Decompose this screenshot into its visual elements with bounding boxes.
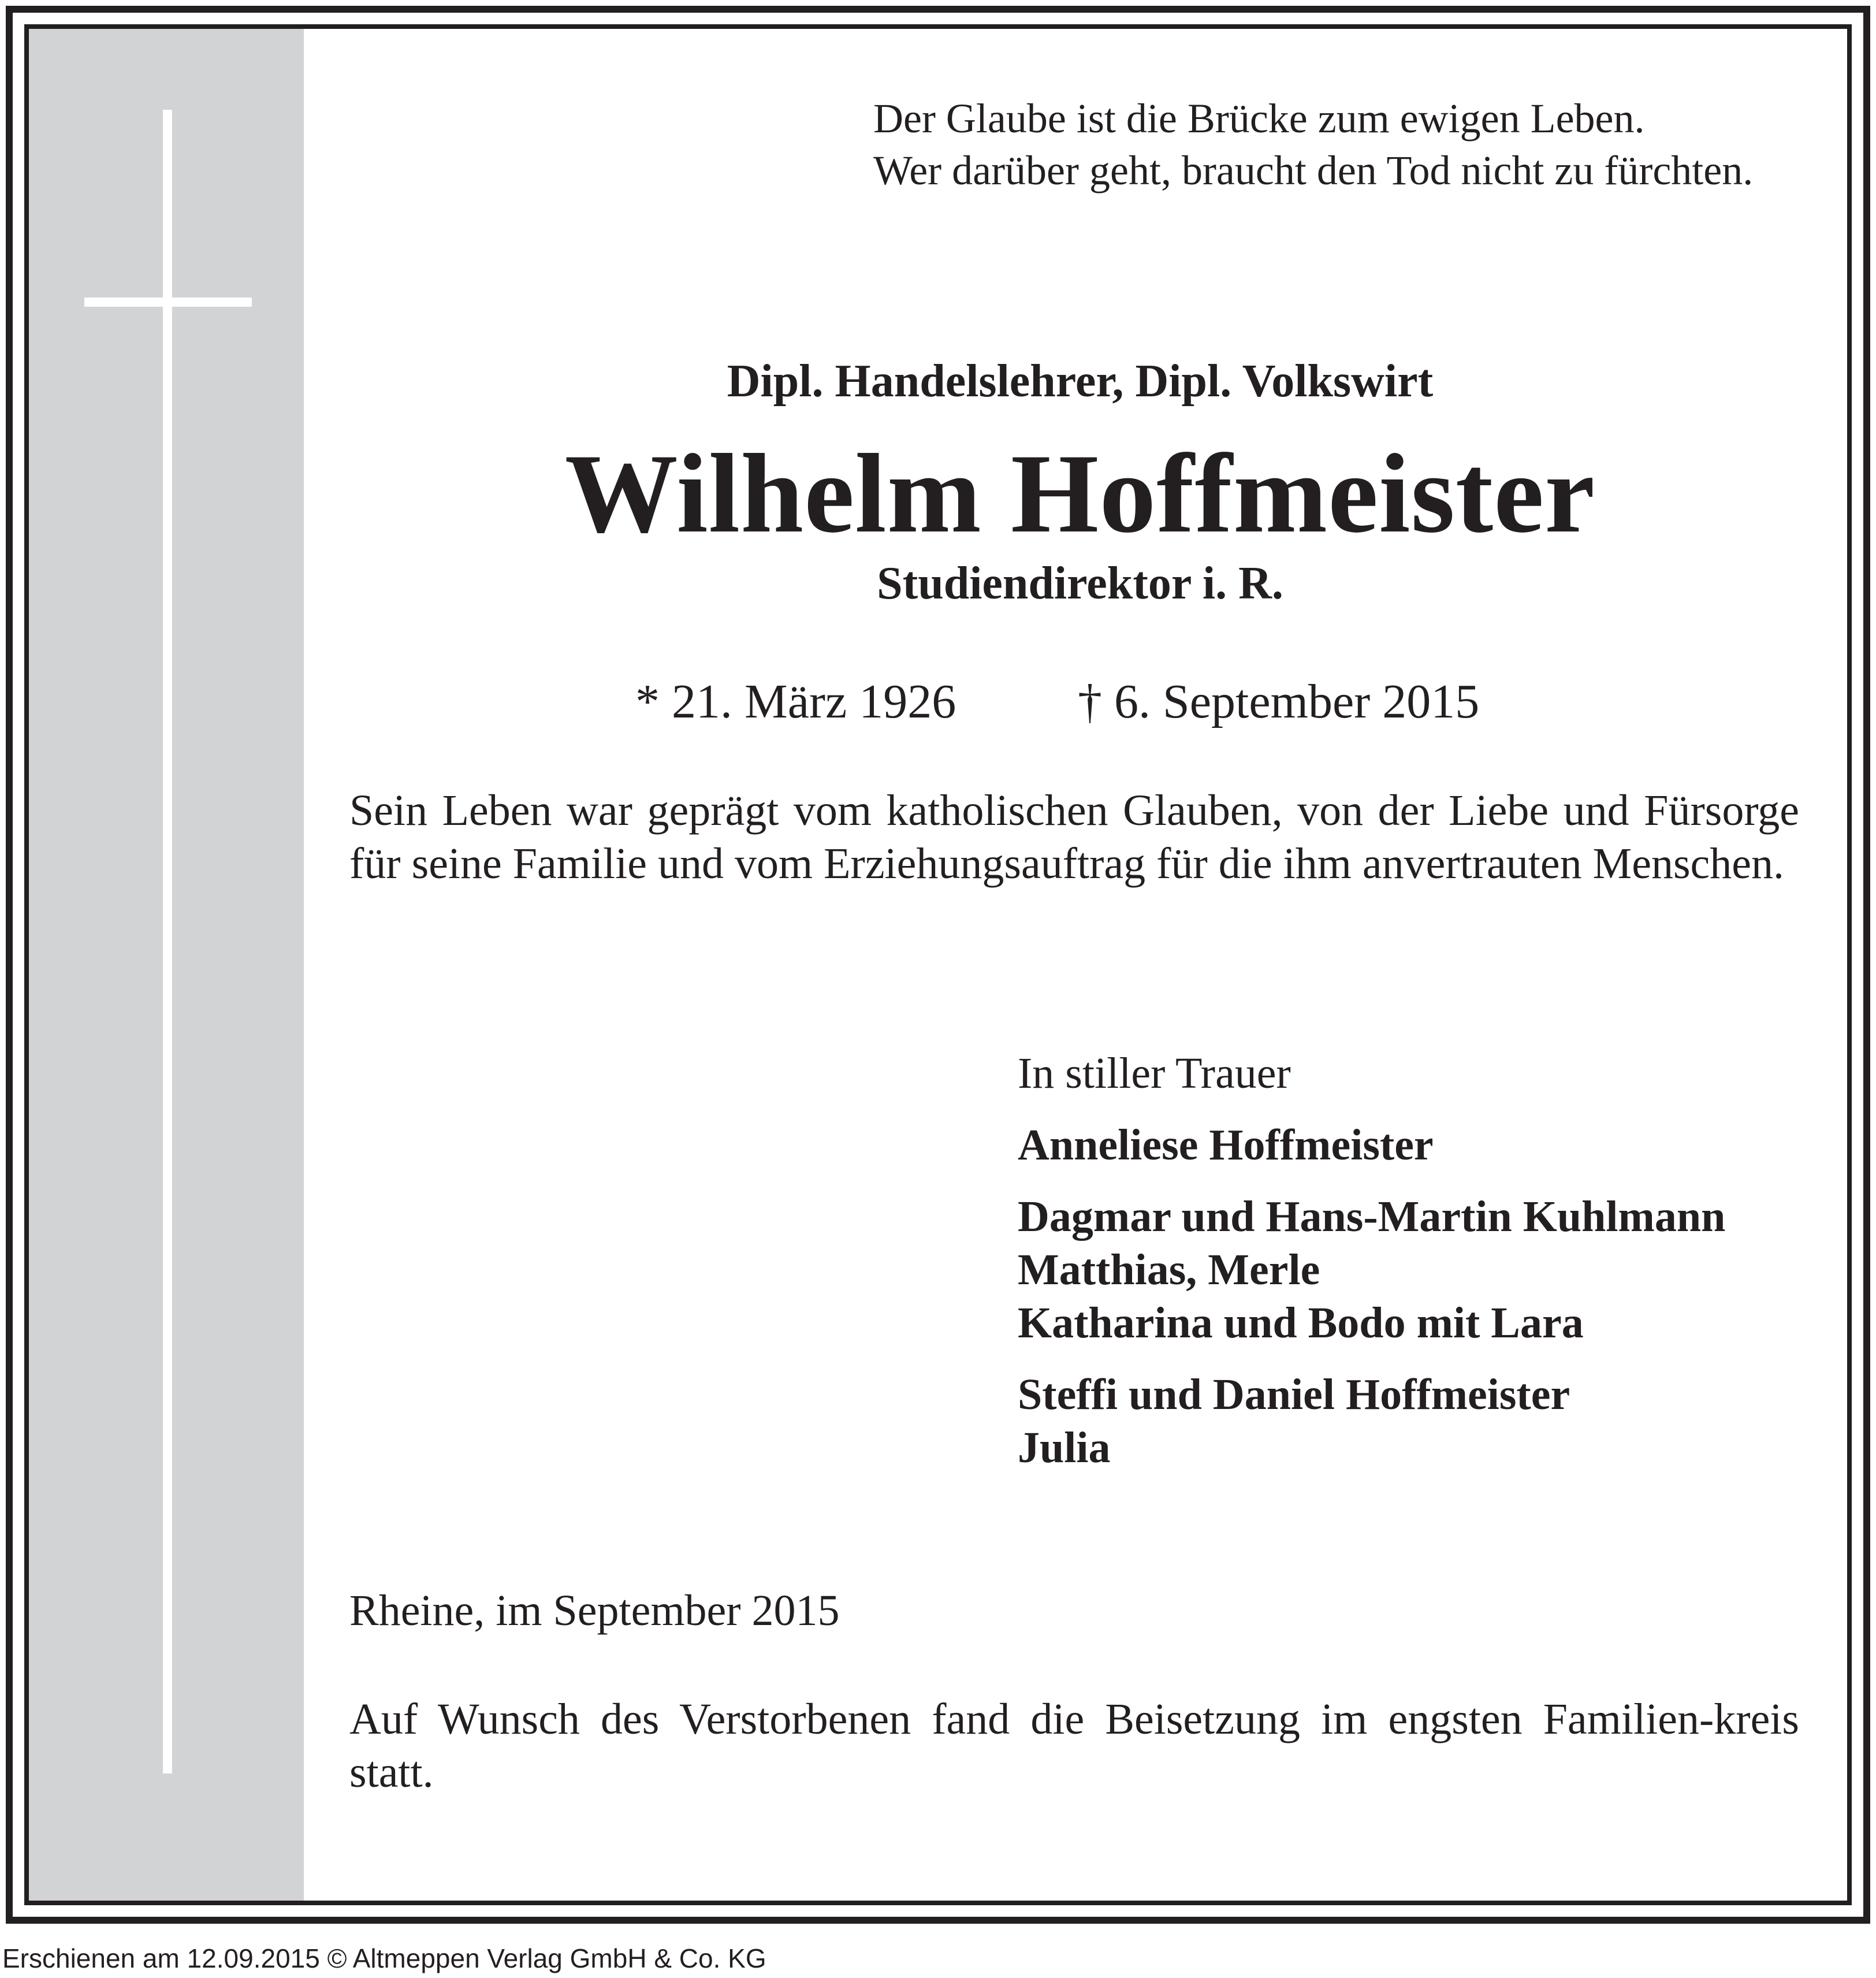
motto-line-1: Der Glaube ist die Brücke zum ewigen Leben.	[873, 95, 1645, 142]
tribute-text: Sein Leben war geprägt vom katholischen Glauben, von der Liebe und Fürsorge für seine Familie und vom Erziehungsauftrag für die ihm anvertrauten Menschen.	[349, 786, 1799, 888]
birth-date: * 21. März 1926	[635, 675, 956, 728]
motto-quote	[873, 92, 1826, 196]
deceased-titles: Dipl. Handelslehrer, Dipl. Volkswirt	[727, 356, 1434, 407]
deceased-name: Wilhelm Hoffmeister	[564, 431, 1596, 556]
mourner-name: Dagmar und Hans-Martin Kuhlmann	[1018, 1192, 1726, 1241]
motto-line-2: Wer darüber geht, braucht den Tod nicht zu fürchten.	[873, 147, 1754, 194]
life-dates	[0, 670, 1876, 734]
mourner-group	[1018, 1190, 1826, 1349]
cross-vertical-beam	[163, 110, 172, 1773]
cross-horizontal-beam	[84, 298, 252, 307]
mourner-name: Julia	[1018, 1423, 1111, 1472]
mourner-name: Matthias, Merle	[1018, 1245, 1320, 1294]
funeral-notice: Auf Wunsch des Verstorbenen fand die Beisetzung im engsten Familien-kreis statt.	[349, 1695, 1799, 1797]
deceased-rank: Studiendirektor i. R.	[877, 558, 1283, 609]
mourner-name: Steffi und Daniel Hoffmeister	[1018, 1370, 1570, 1419]
place-and-date: Rheine, im September 2015	[349, 1586, 840, 1635]
mourner-group	[1018, 1368, 1826, 1474]
mourning-intro: In stiller Trauer	[1018, 1049, 1291, 1098]
publication-footer: Erschienen am 12.09.2015 © Altmeppen Verlag GmbH & Co. KG	[2, 1943, 766, 1973]
mourner-group	[1018, 1118, 1826, 1172]
mourner-name: Katharina und Bodo mit Lara	[1018, 1299, 1584, 1347]
mourner-name: Anneliese Hoffmeister	[1018, 1121, 1434, 1169]
death-date: † 6. September 2015	[1078, 675, 1480, 728]
mourners-list	[1018, 1047, 1826, 1474]
